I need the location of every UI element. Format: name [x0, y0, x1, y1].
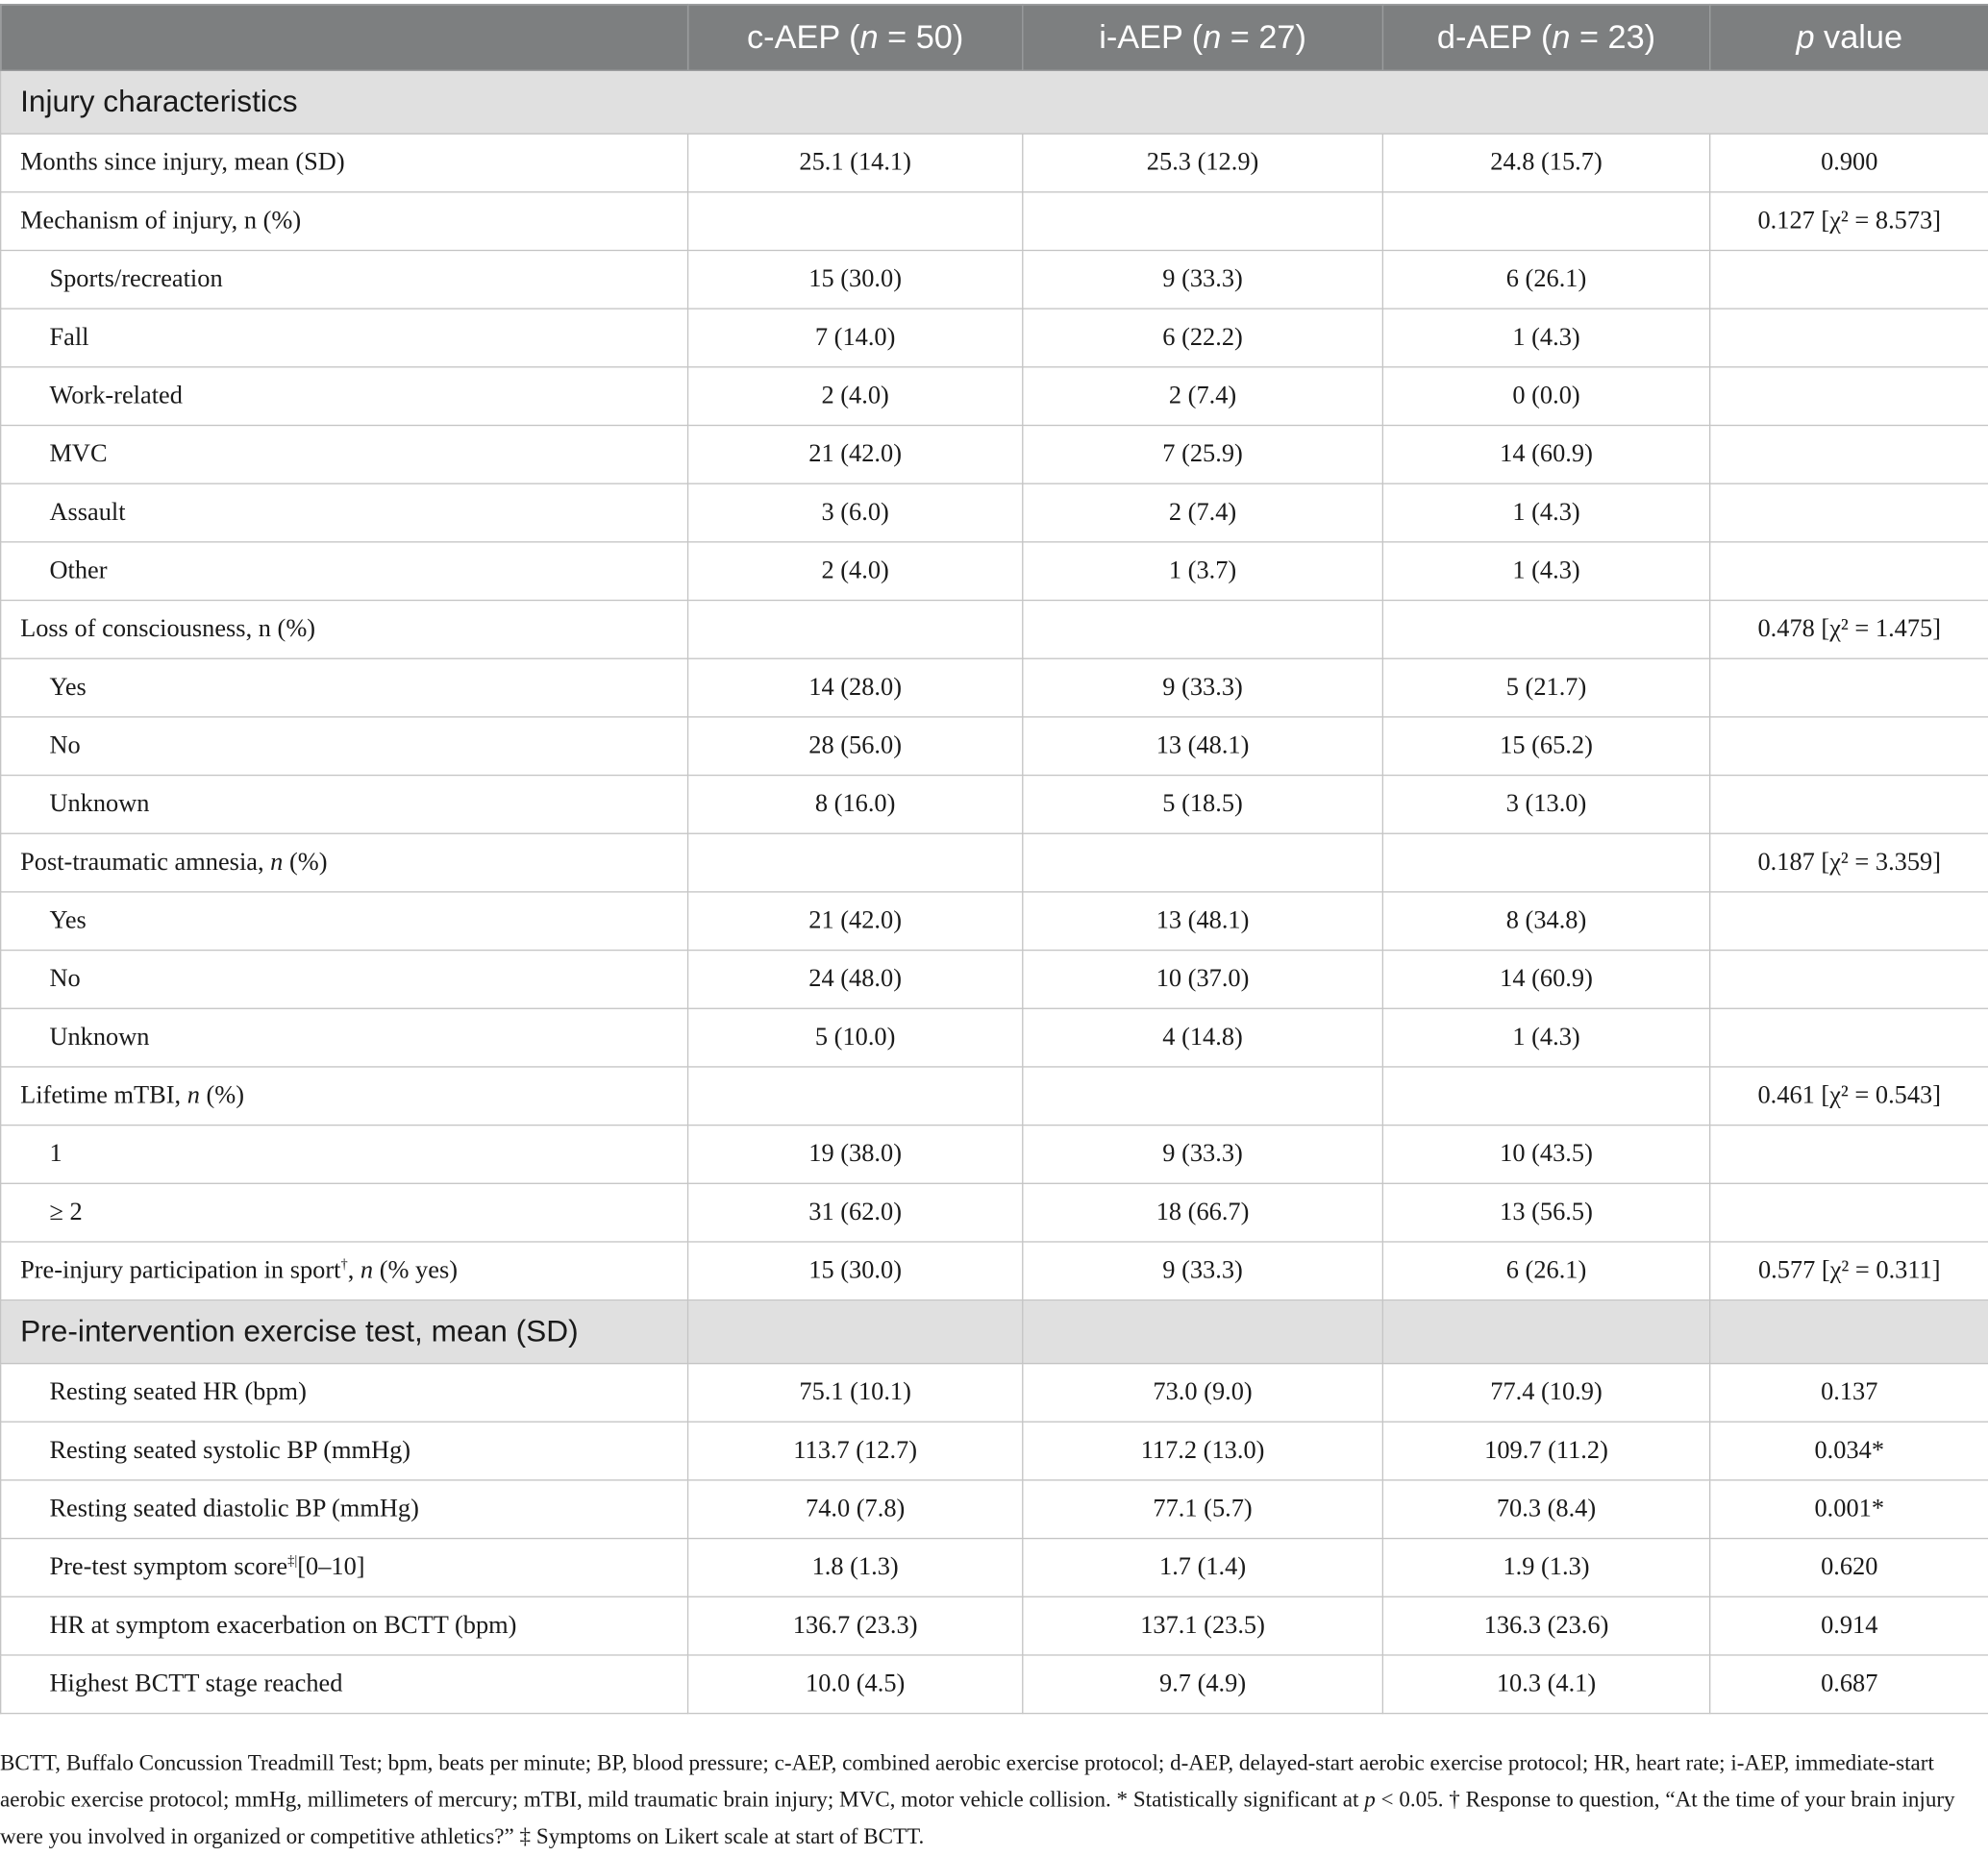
- cell-d-aep: 136.3 (23.6): [1382, 1596, 1709, 1655]
- cell-d-aep: 6 (26.1): [1382, 1242, 1709, 1300]
- row-label: Resting seated HR (bpm): [1, 1364, 688, 1423]
- cell-d-aep: 70.3 (8.4): [1382, 1480, 1709, 1539]
- table-row: [1, 1480, 1988, 1539]
- cell-d-aep: 6 (26.1): [1382, 251, 1709, 309]
- cell-c-aep: 5 (10.0): [688, 1008, 1023, 1067]
- cell-i-aep: 1 (3.7): [1023, 542, 1383, 601]
- header-blank: [1, 5, 688, 71]
- cell-d-aep: 8 (34.8): [1382, 892, 1709, 951]
- table-row: [1, 601, 1988, 659]
- cell-i-aep: 4 (14.8): [1023, 1008, 1383, 1067]
- section-row-exercise: [1, 1300, 1988, 1364]
- table-row: [1, 542, 1988, 601]
- cell-p-value: [1710, 1183, 1988, 1242]
- cell-c-aep: 15 (30.0): [688, 251, 1023, 309]
- row-label: Sports/recreation: [1, 251, 688, 309]
- cell-c-aep: 3 (6.0): [688, 483, 1023, 542]
- table-row: [1, 1126, 1988, 1184]
- cell-d-aep: 14 (60.9): [1382, 951, 1709, 1009]
- cell-c-aep: [688, 192, 1023, 251]
- cell-c-aep: 113.7 (12.7): [688, 1422, 1023, 1480]
- table-row: [1, 426, 1988, 484]
- cell-d-aep: [1382, 601, 1709, 659]
- table-row: [1, 892, 1988, 951]
- cell-p-value: 0.620: [1710, 1539, 1988, 1597]
- cell-d-aep: 10 (43.5): [1382, 1126, 1709, 1184]
- cell-c-aep: 21 (42.0): [688, 892, 1023, 951]
- cell-d-aep: 13 (56.5): [1382, 1183, 1709, 1242]
- cell-i-aep: 7 (25.9): [1023, 426, 1383, 484]
- section-title-exercise: Pre-intervention exercise test, mean (SD): [1, 1300, 688, 1364]
- cell-c-aep: [688, 833, 1023, 892]
- cell-d-aep: 14 (60.9): [1382, 426, 1709, 484]
- table-row: [1, 833, 1988, 892]
- cell-c-aep: 19 (38.0): [688, 1126, 1023, 1184]
- row-label: Unknown: [1, 1008, 688, 1067]
- cell-i-aep: 1.7 (1.4): [1023, 1539, 1383, 1597]
- cell-c-aep: 25.1 (14.1): [688, 134, 1023, 192]
- table-row: [1, 134, 1988, 192]
- table-row: [1, 1655, 1988, 1714]
- cell-p-value: 0.577 [χ² = 0.311]: [1710, 1242, 1988, 1300]
- table-row: [1, 1067, 1988, 1126]
- table-row: [1, 192, 1988, 251]
- row-label: Lifetime mTBI, n (%): [1, 1067, 688, 1126]
- row-label: Pre-test symptom score‡|[0–10]: [1, 1539, 688, 1597]
- cell-i-aep: 117.2 (13.0): [1023, 1422, 1383, 1480]
- cell-c-aep: 2 (4.0): [688, 367, 1023, 426]
- cell-p-value: [1710, 1008, 1988, 1067]
- cell-p-value: 0.127 [χ² = 8.573]: [1710, 192, 1988, 251]
- cell-i-aep: 9 (33.3): [1023, 251, 1383, 309]
- cell-d-aep: 77.4 (10.9): [1382, 1364, 1709, 1423]
- cell-i-aep: 73.0 (9.0): [1023, 1364, 1383, 1423]
- table-row: [1, 483, 1988, 542]
- cell-d-aep: 109.7 (11.2): [1382, 1422, 1709, 1480]
- cell-i-aep: 6 (22.2): [1023, 309, 1383, 367]
- cell-c-aep: 75.1 (10.1): [688, 1364, 1023, 1423]
- table-row: [1, 1008, 1988, 1067]
- cell-p-value: 0.187 [χ² = 3.359]: [1710, 833, 1988, 892]
- row-label: Assault: [1, 483, 688, 542]
- section-fill: [688, 1300, 1023, 1364]
- row-label: Mechanism of injury, n (%): [1, 192, 688, 251]
- cell-p-value: [1710, 542, 1988, 601]
- table-row: [1, 1364, 1988, 1423]
- row-label: Resting seated diastolic BP (mmHg): [1, 1480, 688, 1539]
- cell-i-aep: 9 (33.3): [1023, 1242, 1383, 1300]
- row-label: Yes: [1, 658, 688, 717]
- header-p-value: p value: [1710, 5, 1988, 71]
- table-row: [1, 1242, 1988, 1300]
- row-label: HR at symptom exacerbation on BCTT (bpm): [1, 1596, 688, 1655]
- cell-c-aep: 28 (56.0): [688, 717, 1023, 776]
- row-label: Fall: [1, 309, 688, 367]
- cell-c-aep: 10.0 (4.5): [688, 1655, 1023, 1714]
- cell-i-aep: [1023, 601, 1383, 659]
- row-label: Loss of consciousness, n (%): [1, 601, 688, 659]
- cell-d-aep: 3 (13.0): [1382, 776, 1709, 834]
- row-label: No: [1, 717, 688, 776]
- cell-d-aep: 0 (0.0): [1382, 367, 1709, 426]
- header-d-aep: d-AEP (n = 23): [1382, 5, 1709, 71]
- table-row: [1, 309, 1988, 367]
- table-row: [1, 1539, 1988, 1597]
- section-fill: [1382, 1300, 1709, 1364]
- cell-d-aep: 15 (65.2): [1382, 717, 1709, 776]
- cell-p-value: [1710, 951, 1988, 1009]
- cell-d-aep: 1 (4.3): [1382, 483, 1709, 542]
- cell-d-aep: 1 (4.3): [1382, 309, 1709, 367]
- cell-d-aep: [1382, 1067, 1709, 1126]
- cell-c-aep: 21 (42.0): [688, 426, 1023, 484]
- cell-i-aep: [1023, 833, 1383, 892]
- cell-p-value: 0.461 [χ² = 0.543]: [1710, 1067, 1988, 1126]
- cell-d-aep: 1 (4.3): [1382, 1008, 1709, 1067]
- cell-p-value: [1710, 251, 1988, 309]
- cell-p-value: [1710, 1126, 1988, 1184]
- cell-c-aep: [688, 601, 1023, 659]
- cell-d-aep: 1 (4.3): [1382, 542, 1709, 601]
- cell-p-value: 0.001*: [1710, 1480, 1988, 1539]
- cell-i-aep: 2 (7.4): [1023, 367, 1383, 426]
- cell-c-aep: 31 (62.0): [688, 1183, 1023, 1242]
- row-label: Work-related: [1, 367, 688, 426]
- cell-d-aep: [1382, 192, 1709, 251]
- cell-i-aep: 2 (7.4): [1023, 483, 1383, 542]
- cell-p-value: [1710, 426, 1988, 484]
- table-row: [1, 1422, 1988, 1480]
- table-row: [1, 367, 1988, 426]
- row-label: Highest BCTT stage reached: [1, 1655, 688, 1714]
- cell-p-value: 0.137: [1710, 1364, 1988, 1423]
- row-label: ≥ 2: [1, 1183, 688, 1242]
- row-label: MVC: [1, 426, 688, 484]
- cell-c-aep: 24 (48.0): [688, 951, 1023, 1009]
- cell-c-aep: [688, 1067, 1023, 1126]
- cell-p-value: [1710, 892, 1988, 951]
- cell-d-aep: 10.3 (4.1): [1382, 1655, 1709, 1714]
- row-label: 1: [1, 1126, 688, 1184]
- cell-d-aep: 5 (21.7): [1382, 658, 1709, 717]
- table-row: [1, 1596, 1988, 1655]
- cell-i-aep: 5 (18.5): [1023, 776, 1383, 834]
- cell-i-aep: 18 (66.7): [1023, 1183, 1383, 1242]
- cell-c-aep: 7 (14.0): [688, 309, 1023, 367]
- cell-i-aep: 137.1 (23.5): [1023, 1596, 1383, 1655]
- cell-d-aep: [1382, 833, 1709, 892]
- table-row: [1, 658, 1988, 717]
- cell-p-value: [1710, 717, 1988, 776]
- cell-d-aep: 1.9 (1.3): [1382, 1539, 1709, 1597]
- cell-i-aep: 13 (48.1): [1023, 717, 1383, 776]
- row-label: Pre-injury participation in sport†, n (% yes): [1, 1242, 688, 1300]
- cell-i-aep: 13 (48.1): [1023, 892, 1383, 951]
- cell-p-value: 0.034*: [1710, 1422, 1988, 1480]
- row-label: Unknown: [1, 776, 688, 834]
- row-label: Yes: [1, 892, 688, 951]
- cell-p-value: [1710, 367, 1988, 426]
- row-label: Post-traumatic amnesia, n (%): [1, 833, 688, 892]
- table-row: [1, 717, 1988, 776]
- cell-p-value: 0.478 [χ² = 1.475]: [1710, 601, 1988, 659]
- cell-i-aep: 9.7 (4.9): [1023, 1655, 1383, 1714]
- section-fill: [1710, 1300, 1988, 1364]
- cell-i-aep: [1023, 1067, 1383, 1126]
- cell-c-aep: 2 (4.0): [688, 542, 1023, 601]
- cell-p-value: [1710, 776, 1988, 834]
- cell-i-aep: [1023, 192, 1383, 251]
- cell-c-aep: 8 (16.0): [688, 776, 1023, 834]
- cell-p-value: 0.914: [1710, 1596, 1988, 1655]
- cell-i-aep: 10 (37.0): [1023, 951, 1383, 1009]
- cell-c-aep: 74.0 (7.8): [688, 1480, 1023, 1539]
- row-label: No: [1, 951, 688, 1009]
- table-row: [1, 776, 1988, 834]
- row-label: Resting seated systolic BP (mmHg): [1, 1422, 688, 1480]
- cell-i-aep: 25.3 (12.9): [1023, 134, 1383, 192]
- cell-d-aep: 24.8 (15.7): [1382, 134, 1709, 192]
- table-header-row: [1, 5, 1988, 71]
- header-i-aep: i-AEP (n = 27): [1023, 5, 1383, 71]
- cell-c-aep: 1.8 (1.3): [688, 1539, 1023, 1597]
- cell-c-aep: 15 (30.0): [688, 1242, 1023, 1300]
- section-title-injury: Injury characteristics: [1, 70, 1988, 134]
- section-row-injury: [1, 70, 1988, 134]
- header-c-aep: c-AEP (n = 50): [688, 5, 1023, 71]
- cell-i-aep: 9 (33.3): [1023, 658, 1383, 717]
- cell-p-value: [1710, 309, 1988, 367]
- characteristics-table: [0, 4, 1988, 1714]
- table-row: [1, 951, 1988, 1009]
- row-label: Months since injury, mean (SD): [1, 134, 688, 192]
- cell-c-aep: 136.7 (23.3): [688, 1596, 1023, 1655]
- section-fill: [1023, 1300, 1383, 1364]
- cell-p-value: 0.900: [1710, 134, 1988, 192]
- table-footnote: BCTT, Buffalo Concussion Treadmill Test; bpm, beats per minute; BP, blood pressure; c-AEP, combined aerobic exercise protocol; d-AEP, delayed-start aerobic exercise protocol; HR, heart rate; i-AEP, immediate-start aerobic exercise protocol; mmHg, millimeters of mercury; mTBI, mild traumatic brain injury; MVC, motor vehicle collision. * Statistically significant at p < 0.05. † Response to question, “At the time of your brain injury were you involved in organized or competitive athletics?” ‡ Symptoms on Likert scale at start of BCTT.: [0, 1749, 1955, 1849]
- cell-p-value: 0.687: [1710, 1655, 1988, 1714]
- cell-p-value: [1710, 483, 1988, 542]
- table-row: [1, 251, 1988, 309]
- cell-i-aep: 77.1 (5.7): [1023, 1480, 1383, 1539]
- cell-i-aep: 9 (33.3): [1023, 1126, 1383, 1184]
- cell-p-value: [1710, 658, 1988, 717]
- table-row: [1, 1183, 1988, 1242]
- row-label: Other: [1, 542, 688, 601]
- cell-c-aep: 14 (28.0): [688, 658, 1023, 717]
